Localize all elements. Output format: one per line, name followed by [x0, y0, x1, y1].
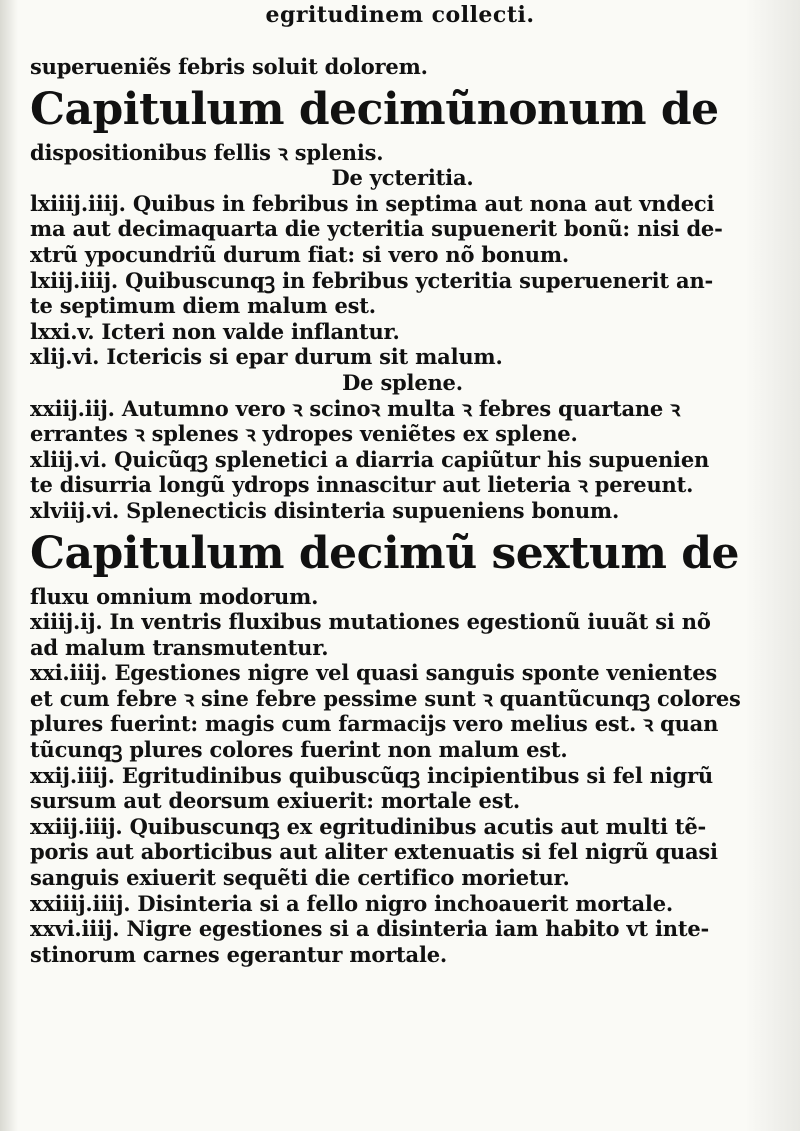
text-line: poris aut aborticibus aut aliter extenuatis si fel nigrũ quasi	[30, 839, 718, 865]
text-line: sursum aut deorsum exiuerit: mortale est.	[30, 788, 520, 814]
text-line: xxvi.iiij. Nigre egestiones si a disinteria iam habito vt inte-	[30, 916, 710, 942]
text-line: plures fuerint: magis cum farmacijs vero melius est. ꝛ quan	[30, 711, 719, 737]
text-line: te septimum diem malum est.	[30, 293, 376, 319]
text-line: xxij.iiij. Egritudinibus quibuscũqꝫ incipientibus si fel nigrũ	[30, 762, 713, 788]
text-line: superueniẽs febris soluit dolorem.	[30, 54, 428, 79]
text-line: ad malum transmutentur.	[30, 634, 329, 660]
text-line: lxxi.v. Icteri non valde inflantur.	[30, 318, 400, 344]
text-line: te disurria longũ ydrops innascitur aut lieteria ꝛ pereunt.	[30, 472, 694, 498]
text-line: xlviij.vi. Splenecticis disinteria supueniens bonum.	[30, 497, 620, 523]
text-line: xxiiij.iiij. Disinteria si a fello nigro inchoauerit mortale.	[30, 890, 673, 916]
chapter-heading: Capitulum decimũnonum de	[30, 83, 719, 135]
running-header: egritudinem collecti.	[265, 2, 535, 28]
text-line: xiiij.ij. In ventris fluxibus mutationes egestionũ iuuãt si nõ	[30, 609, 711, 635]
text-line: xliij.vi. Quicũqꝫ splenetici a diarria capiũtur his supuenien	[30, 446, 710, 472]
text-line: xxi.iiij. Egestiones nigre vel quasi sanguis sponte venientes	[30, 660, 718, 686]
text-line: tũcunqꝫ plures colores fuerint non malum est.	[30, 737, 568, 763]
text-line: et cum febre ꝛ sine febre pessime sunt ꝛ quantũcunqꝫ colores	[30, 685, 741, 711]
text-line: xtrũ ypocundriũ durum fiat: si vero nõ bonum.	[30, 241, 569, 267]
text-line: stinorum carnes egerantur mortale.	[30, 941, 447, 967]
text-line: lxiij.iiij. Quibuscunqꝫ in febribus ycteritia superuenerit an-	[30, 267, 714, 293]
section-heading: De ycteritia.	[331, 165, 474, 191]
body-text	[30, 54, 775, 967]
section-heading: De splene.	[342, 369, 463, 395]
binding-shadow	[0, 0, 18, 1131]
text-line: xxiij.iij. Autumno vero ꝛ scinoꝛ multa ꝛ febres quartane ꝛ	[30, 395, 680, 421]
text-line: lxiiij.iiij. Quibus in febribus in septima aut nona aut vndeci	[30, 190, 715, 216]
text-line: errantes ꝛ splenes ꝛ ydropes veniẽtes ex splene.	[30, 421, 578, 447]
text-line: dispositionibus fellis ꝛ splenis.	[30, 139, 384, 165]
text-line: ma aut decimaquarta die ycteritia supuenerit bonũ: nisi de-	[30, 216, 723, 242]
chapter-heading: Capitulum decimũ sextum de	[30, 527, 739, 579]
text-line: xlij.vi. Ictericis si epar durum sit malum.	[30, 344, 503, 370]
text-line: sanguis exiuerit sequẽti die certifico morietur.	[30, 865, 570, 891]
text-line: fluxu omnium modorum.	[30, 583, 319, 609]
text-line: xxiij.iiij. Quibuscunqꝫ ex egritudinibus acutis aut multi tẽ-	[30, 813, 707, 839]
